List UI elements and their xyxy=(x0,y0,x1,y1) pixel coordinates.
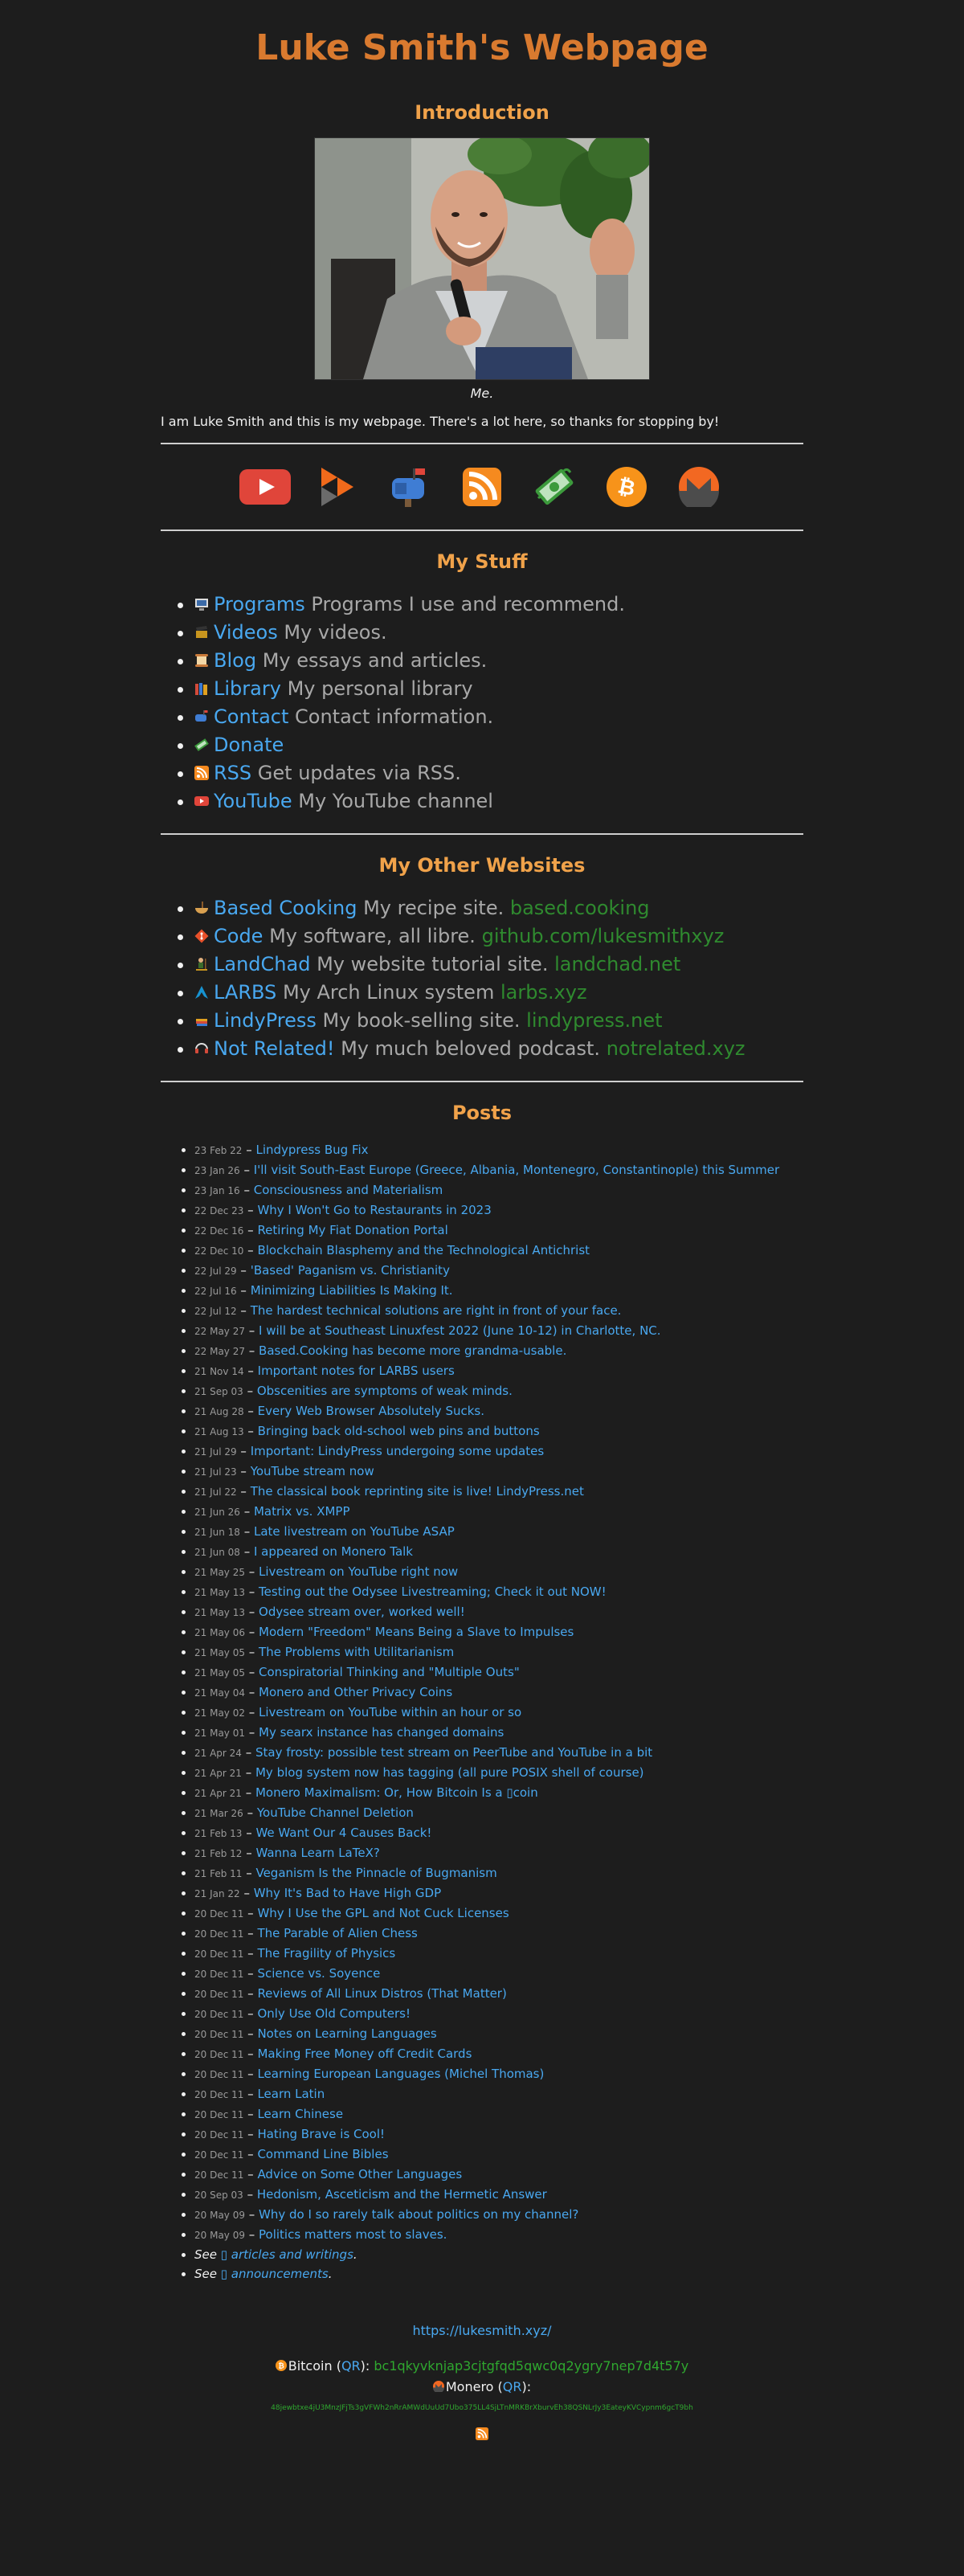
post-item: • 21 Aug 13 – Bringing back old-school web pins and buttons xyxy=(194,1421,803,1441)
podcast-icon xyxy=(194,1036,209,1050)
post-date: 22 Jul 29 xyxy=(194,1266,237,1277)
post-link[interactable]: The classical book reprinting site is live! LindyPress.net xyxy=(250,1484,584,1499)
post-link[interactable]: Making Free Money off Credit Cards xyxy=(257,2046,472,2061)
post-link[interactable]: Stay frosty: possible test stream on PeerTube and YouTube in a bit xyxy=(255,1745,653,1760)
post-link[interactable]: My blog system now has tagging (all pure POSIX shell of course) xyxy=(255,1765,644,1780)
post-date: 21 Apr 24 xyxy=(194,1748,242,1759)
post-item: • 20 Dec 11 – Why I Use the GPL and Not Cuck Licenses xyxy=(194,1903,803,1924)
clapper-icon xyxy=(194,619,209,634)
library-desc: My personal library xyxy=(287,677,473,700)
post-date: 20 Dec 11 xyxy=(194,2009,244,2020)
youtube-icon[interactable] xyxy=(239,461,291,513)
post-item: • 22 Dec 16 – Retiring My Fiat Donation Portal xyxy=(194,1221,803,1241)
post-item: • 21 Jun 26 – Matrix vs. XMPP xyxy=(194,1502,803,1522)
post-link[interactable]: Hedonism, Asceticism and the Hermetic Answer xyxy=(256,2187,547,2202)
other-websites-list xyxy=(161,894,803,1063)
arch-icon xyxy=(194,979,209,994)
post-date: 21 Jun 08 xyxy=(194,1547,240,1558)
post-date: 21 Jun 26 xyxy=(194,1507,240,1518)
post-item: • 20 Dec 11 – Command Line Bibles xyxy=(194,2145,803,2165)
post-link[interactable]: Conspiratorial Thinking and "Multiple Outs" xyxy=(259,1665,520,1679)
post-item: • 22 Dec 10 – Blockchain Blasphemy and the Technological Antichrist xyxy=(194,1241,803,1261)
see-announcements-item xyxy=(194,2264,803,2284)
post-item: • 21 May 06 – Modern "Freedom" Means Being a Slave to Impulses xyxy=(194,1622,803,1642)
not-related-url[interactable]: notrelated.xyz xyxy=(606,1037,745,1060)
list-item xyxy=(194,1035,803,1063)
rss-link[interactable]: RSS xyxy=(214,762,252,784)
rss-icon xyxy=(194,760,209,775)
post-item: • 20 Dec 11 – The Parable of Alien Chess xyxy=(194,1924,803,1944)
post-date: 20 Dec 11 xyxy=(194,2089,244,2100)
post-item: • 21 Jun 08 – I appeared on Monero Talk xyxy=(194,1542,803,1562)
donate-link[interactable]: Donate xyxy=(214,734,284,756)
post-item: • 21 May 05 – The Problems with Utilitarianism xyxy=(194,1642,803,1662)
post-date: 22 Dec 10 xyxy=(194,1245,244,1257)
post-link[interactable]: My searx instance has changed domains xyxy=(259,1725,504,1740)
rss-desc: Get updates via RSS. xyxy=(257,762,461,784)
post-link[interactable]: Monero and Other Privacy Coins xyxy=(259,1685,453,1699)
post-link[interactable]: Science vs. Soyence xyxy=(257,1966,381,1981)
site-url-link[interactable]: https://lukesmith.xyz/ xyxy=(412,2323,552,2338)
list-item xyxy=(194,894,803,922)
monero-qr-link[interactable]: QR xyxy=(502,2379,522,2394)
svg-text:₿: ₿ xyxy=(615,474,638,501)
post-item: • 20 Dec 11 – Making Free Money off Credit Cards xyxy=(194,2044,803,2064)
book-icon xyxy=(194,1008,209,1022)
programs-desc: Programs I use and recommend. xyxy=(311,593,625,615)
post-date: 21 Aug 28 xyxy=(194,1406,244,1417)
post-item: • 21 May 01 – My searx instance has changed domains xyxy=(194,1723,803,1743)
post-link[interactable]: Livestream on YouTube right now xyxy=(259,1564,459,1579)
post-date: 20 Dec 11 xyxy=(194,2049,244,2060)
post-date: 22 Jul 16 xyxy=(194,1286,237,1297)
post-link[interactable]: Important notes for LARBS users xyxy=(257,1364,455,1378)
see-announcements-link[interactable]: ▯ announcements xyxy=(220,2267,329,2281)
divider xyxy=(161,833,803,835)
post-link[interactable]: Command Line Bibles xyxy=(257,2147,389,2161)
page-container xyxy=(161,0,803,2446)
post-date: 21 Jul 23 xyxy=(194,1466,237,1478)
post-link[interactable]: Learn Chinese xyxy=(257,2107,344,2121)
post-link[interactable]: Monero Maximalism: Or, How Bitcoin Is a ▯coin xyxy=(255,1785,538,1800)
based-cooking-url[interactable]: based.cooking xyxy=(509,897,650,919)
mailbox-icon xyxy=(194,704,209,718)
cooking-icon xyxy=(194,895,209,910)
post-date: 22 Dec 16 xyxy=(194,1225,244,1237)
list-item xyxy=(194,731,803,759)
post-item: • 21 May 02 – Livestream on YouTube within an hour or so xyxy=(194,1703,803,1723)
post-item: • 20 Dec 11 – Hating Brave is Cool! xyxy=(194,2124,803,2145)
lindypress-url[interactable]: lindypress.net xyxy=(526,1009,663,1032)
code-link[interactable]: Code xyxy=(214,925,263,947)
post-date: 23 Jan 16 xyxy=(194,1185,240,1196)
post-link[interactable]: Learning European Languages (Michel Thomas) xyxy=(257,2067,545,2081)
post-date: 20 May 09 xyxy=(194,2210,245,2221)
post-item: • 23 Feb 22 – Lindypress Bug Fix xyxy=(194,1140,803,1160)
larbs-url[interactable]: larbs.xyz xyxy=(500,981,587,1004)
post-date: 21 May 05 xyxy=(194,1667,245,1678)
monero-icon[interactable] xyxy=(673,461,725,513)
post-item: • 21 Mar 26 – YouTube Channel Deletion xyxy=(194,1803,803,1823)
larbs-desc: My Arch Linux system xyxy=(282,981,495,1004)
rss-icon[interactable] xyxy=(456,461,508,513)
post-item: • 21 Feb 11 – Veganism Is the Pinnacle of Bugmanism xyxy=(194,1863,803,1883)
post-date: 23 Feb 22 xyxy=(194,1145,243,1156)
post-date: 21 May 25 xyxy=(194,1567,245,1578)
post-item: • 20 Dec 11 – Learn Chinese xyxy=(194,2104,803,2124)
portrait-caption: Me. xyxy=(470,386,494,401)
contact-desc: Contact information. xyxy=(295,705,494,728)
posts-list xyxy=(161,1140,803,2284)
post-item: • 21 May 13 – Odysee stream over, worked well! xyxy=(194,1602,803,1622)
post-item: • 21 May 25 – Livestream on YouTube right now xyxy=(194,1562,803,1582)
post-item: • 21 Aug 28 – Every Web Browser Absolutely Sucks. xyxy=(194,1401,803,1421)
post-date: 21 May 13 xyxy=(194,1607,245,1618)
post-date: 21 Jan 22 xyxy=(194,1888,240,1899)
introduction-heading: Introduction xyxy=(415,101,549,124)
post-date: 22 May 27 xyxy=(194,1346,245,1357)
landchad-url[interactable]: landchad.net xyxy=(554,953,681,975)
library-link[interactable]: Library xyxy=(214,677,281,700)
post-item: • 22 May 27 – Based.Cooking has become more grandma-usable. xyxy=(194,1341,803,1361)
post-link[interactable]: The hardest technical solutions are right in front of your face. xyxy=(250,1303,622,1318)
post-link[interactable]: I appeared on Monero Talk xyxy=(253,1544,413,1559)
footer xyxy=(161,2320,803,2446)
divider xyxy=(161,1081,803,1082)
post-date: 20 Dec 11 xyxy=(194,2109,244,2120)
post-date: 21 May 05 xyxy=(194,1647,245,1658)
post-date: 21 Nov 14 xyxy=(194,1366,244,1377)
divider xyxy=(161,530,803,531)
post-item: • 20 Dec 11 – Science vs. Soyence xyxy=(194,1964,803,1984)
programs-link[interactable]: Programs xyxy=(214,593,305,615)
post-date: 22 Dec 23 xyxy=(194,1205,244,1216)
list-item xyxy=(194,675,803,703)
post-link[interactable]: Why I Won't Go to Restaurants in 2023 xyxy=(257,1203,492,1217)
post-item: • 21 May 13 – Testing out the Odysee Livestreaming; Check it out NOW! xyxy=(194,1582,803,1602)
see-articles-suffix: . xyxy=(353,2247,357,2262)
bitcoin-line: ₿ Bitcoin (QR): bc1qkyvknjap3cjtgfqd5qwc0q2ygry7nep7d4t57y xyxy=(161,2356,803,2377)
post-link[interactable]: The Fragility of Physics xyxy=(257,1946,396,1961)
rss-icon[interactable] xyxy=(476,2426,488,2439)
post-link[interactable]: Blockchain Blasphemy and the Technological Antichrist xyxy=(257,1243,590,1257)
post-date: 21 Feb 12 xyxy=(194,1848,243,1859)
post-date: 21 Mar 26 xyxy=(194,1808,243,1819)
post-date: 20 Dec 11 xyxy=(194,1969,244,1980)
post-item: • 20 Dec 11 – The Fragility of Physics xyxy=(194,1944,803,1964)
post-date: 21 Feb 13 xyxy=(194,1828,243,1839)
code-url[interactable]: github.com/lukesmithxyz xyxy=(481,925,725,947)
list-item xyxy=(194,759,803,787)
videos-desc: My videos. xyxy=(284,621,387,644)
blog-desc: My essays and articles. xyxy=(262,649,488,672)
list-item xyxy=(194,951,803,979)
other-websites-heading: My Other Websites xyxy=(378,854,586,877)
post-link[interactable]: Modern "Freedom" Means Being a Slave to Impulses xyxy=(259,1625,574,1639)
post-date: 20 Dec 11 xyxy=(194,1928,244,1940)
post-item: • 22 Jul 12 – The hardest technical solutions are right in front of your face. xyxy=(194,1301,803,1321)
list-item xyxy=(194,979,803,1007)
post-link[interactable]: The Problems with Utilitarianism xyxy=(259,1645,455,1659)
computer-icon xyxy=(194,591,209,606)
post-date: 20 Dec 11 xyxy=(194,2169,244,2181)
post-link[interactable]: Obscenities are symptoms of weak minds. xyxy=(256,1384,513,1398)
post-link[interactable]: YouTube Channel Deletion xyxy=(256,1805,414,1820)
youtube-link[interactable]: YouTube xyxy=(214,790,292,812)
post-link[interactable]: Politics matters most to slaves. xyxy=(259,2227,447,2242)
post-item: • 20 Sep 03 – Hedonism, Asceticism and the Hermetic Answer xyxy=(194,2185,803,2205)
post-link[interactable]: Matrix vs. XMPP xyxy=(253,1504,350,1519)
post-date: 21 Apr 21 xyxy=(194,1788,242,1799)
based-cooking-link[interactable]: Based Cooking xyxy=(214,897,357,919)
based-cooking-desc: My recipe site. xyxy=(363,897,504,919)
monero-icon xyxy=(433,2378,444,2389)
see-announcements-suffix: . xyxy=(328,2267,333,2281)
post-link[interactable]: Odysee stream over, worked well! xyxy=(259,1605,465,1619)
monero-label: Monero xyxy=(445,2379,494,2394)
post-date: 21 May 01 xyxy=(194,1728,245,1739)
cash-icon[interactable] xyxy=(529,461,580,513)
svg-text:₿: ₿ xyxy=(278,2362,284,2371)
post-item: • 21 Feb 12 – Wanna Learn LaTeX? xyxy=(194,1843,803,1863)
post-item: • 20 Dec 11 – Advice on Some Other Languages xyxy=(194,2165,803,2185)
post-link[interactable]: Reviews of All Linux Distros (That Matter) xyxy=(257,1986,507,2001)
lindypress-desc: My book-selling site. xyxy=(322,1009,521,1032)
post-date: 21 Aug 13 xyxy=(194,1426,244,1437)
post-date: 20 Sep 03 xyxy=(194,2190,243,2201)
post-link[interactable]: The Parable of Alien Chess xyxy=(257,1926,418,1940)
post-link[interactable]: Notes on Learning Languages xyxy=(257,2026,437,2041)
not-related-link[interactable]: Not Related! xyxy=(214,1037,335,1060)
post-link[interactable]: Why do I so rarely talk about politics on my channel? xyxy=(259,2207,579,2222)
post-date: 20 Dec 11 xyxy=(194,1989,244,2000)
post-link[interactable]: Veganism Is the Pinnacle of Bugmanism xyxy=(255,1866,497,1880)
my-stuff-heading: My Stuff xyxy=(436,550,528,573)
post-item: • 23 Jan 26 – I'll visit South-East Europe (Greece, Albania, Montenegro, Constantinople) this Summer xyxy=(194,1160,803,1180)
post-item: • 20 May 09 – Politics matters most to slaves. xyxy=(194,2225,803,2245)
site-title: Luke Smith's Webpage xyxy=(255,27,709,68)
post-date: 21 May 13 xyxy=(194,1587,245,1598)
list-item xyxy=(194,922,803,951)
see-articles-item xyxy=(194,2245,803,2264)
post-link[interactable]: Hating Brave is Cool! xyxy=(257,2127,386,2141)
contact-link[interactable]: Contact xyxy=(214,705,289,728)
footer-rss-link[interactable] xyxy=(161,2425,803,2446)
post-date: 21 Sep 03 xyxy=(194,1386,243,1397)
post-date: 21 Jun 18 xyxy=(194,1527,240,1538)
post-link[interactable]: Only Use Old Computers! xyxy=(257,2006,411,2021)
post-date: 21 May 02 xyxy=(194,1707,245,1719)
list-item xyxy=(194,647,803,675)
post-item: • 22 Jul 29 – 'Based' Paganism vs. Christianity xyxy=(194,1261,803,1281)
post-item: • 20 Dec 11 – Only Use Old Computers! xyxy=(194,2004,803,2024)
list-item xyxy=(194,619,803,647)
post-link[interactable]: Every Web Browser Absolutely Sucks. xyxy=(257,1404,484,1418)
list-item xyxy=(194,1007,803,1035)
post-link[interactable]: Why I Use the GPL and Not Cuck Licenses xyxy=(257,1906,509,1920)
posts-heading: Posts xyxy=(451,1102,513,1124)
post-item: • 21 Feb 13 – We Want Our 4 Causes Back! xyxy=(194,1823,803,1843)
post-item: • 20 Dec 11 – Learn Latin xyxy=(194,2084,803,2104)
see-announcements-prefix: See xyxy=(194,2267,221,2281)
books-icon xyxy=(194,676,209,690)
peertube-icon[interactable] xyxy=(312,461,363,513)
post-date: 22 May 27 xyxy=(194,1326,245,1337)
post-link[interactable]: Learn Latin xyxy=(257,2087,325,2101)
portrait-image xyxy=(315,138,649,379)
post-date: 21 Feb 11 xyxy=(194,1868,243,1879)
post-link[interactable]: Based.Cooking has become more grandma-usable. xyxy=(259,1343,567,1358)
bitcoin-icon xyxy=(276,2357,287,2371)
post-item: • 21 Apr 21 – My blog system now has tagging (all pure POSIX shell of course) xyxy=(194,1763,803,1783)
mailbox-icon[interactable] xyxy=(384,461,435,513)
post-date: 20 Dec 11 xyxy=(194,2149,244,2161)
bitcoin-label: Bitcoin xyxy=(288,2358,333,2374)
post-item: • 23 Jan 16 – Consciousness and Materialism xyxy=(194,1180,803,1200)
post-link[interactable]: Retiring My Fiat Donation Portal xyxy=(257,1223,448,1237)
see-articles-prefix: See xyxy=(194,2247,221,2262)
post-date: 20 Dec 11 xyxy=(194,1948,244,1960)
scroll-icon xyxy=(194,648,209,662)
post-link[interactable]: Wanna Learn LaTeX? xyxy=(255,1846,380,1860)
post-date: 23 Jan 26 xyxy=(194,1165,240,1176)
post-date: 22 Jul 12 xyxy=(194,1306,237,1317)
bitcoin-address: bc1qkyvknjap3cjtgfqd5qwc0q2ygry7nep7d4t57y xyxy=(374,2358,689,2374)
youtube-icon xyxy=(194,788,209,803)
list-item xyxy=(194,591,803,619)
bitcoin-qr-link[interactable]: QR xyxy=(341,2358,361,2374)
youtube-desc: My YouTube channel xyxy=(298,790,493,812)
bitcoin-icon[interactable] xyxy=(601,461,652,513)
post-item: • 21 Jul 29 – Important: LindyPress undergoing some updates xyxy=(194,1441,803,1462)
post-item: • 22 Jul 16 – Minimizing Liabilities Is Making It. xyxy=(194,1281,803,1301)
post-item: • 22 May 27 – I will be at Southeast Linuxfest 2022 (June 10-12) in Charlotte, NC. xyxy=(194,1321,803,1341)
post-item: • 21 Jul 22 – The classical book reprinting site is live! LindyPress.net xyxy=(194,1482,803,1502)
social-icon-row xyxy=(161,444,803,530)
post-link[interactable]: Minimizing Liabilities Is Making It. xyxy=(250,1283,453,1298)
post-item: • 21 Jul 23 – YouTube stream now xyxy=(194,1462,803,1482)
post-link[interactable]: We Want Our 4 Causes Back! xyxy=(255,1826,432,1840)
post-item: • 21 Jan 22 – Why It's Bad to Have High GDP xyxy=(194,1883,803,1903)
post-link[interactable]: YouTube stream now xyxy=(250,1464,374,1478)
landchad-link[interactable]: LandChad xyxy=(214,953,311,975)
post-date: 21 Jul 29 xyxy=(194,1446,237,1458)
see-articles-link[interactable]: ▯ articles and writings xyxy=(220,2247,353,2262)
code-desc: My software, all libre. xyxy=(269,925,476,947)
post-link[interactable]: Advice on Some Other Languages xyxy=(257,2167,463,2181)
post-link[interactable]: Why It's Bad to Have High GDP xyxy=(253,1886,442,1900)
post-item: • 20 Dec 11 – Reviews of All Linux Distros (That Matter) xyxy=(194,1984,803,2004)
post-date: 21 May 04 xyxy=(194,1687,245,1699)
post-link[interactable]: Important: LindyPress undergoing some updates xyxy=(250,1444,545,1458)
post-date: 20 Dec 11 xyxy=(194,2029,244,2040)
post-item: • 20 Dec 11 – Notes on Learning Languages xyxy=(194,2024,803,2044)
list-item xyxy=(194,703,803,731)
list-item xyxy=(194,787,803,816)
my-stuff-list xyxy=(161,591,803,816)
post-link[interactable]: Bringing back old-school web pins and buttons xyxy=(257,1424,540,1438)
videos-link[interactable]: Videos xyxy=(214,621,278,644)
larbs-link[interactable]: LARBS xyxy=(214,981,277,1004)
post-date: 20 Dec 11 xyxy=(194,2129,244,2141)
post-item: • 20 Dec 11 – Learning European Languages (Michel Thomas) xyxy=(194,2064,803,2084)
git-icon xyxy=(194,923,209,938)
blog-link[interactable]: Blog xyxy=(214,649,257,672)
post-date: 20 May 09 xyxy=(194,2230,245,2241)
post-item: • 21 May 05 – Conspiratorial Thinking and "Multiple Outs" xyxy=(194,1662,803,1683)
post-date: 20 Dec 11 xyxy=(194,2069,244,2080)
intro-text: I am Luke Smith and this is my webpage. There's a lot here, so thanks for stopping by! xyxy=(161,414,720,429)
monero-line: Monero (QR): xyxy=(161,2377,803,2398)
post-link[interactable]: Testing out the Odysee Livestreaming; Check it out NOW! xyxy=(259,1584,607,1599)
money-icon xyxy=(194,732,209,746)
post-date: 20 Dec 11 xyxy=(194,1908,244,1920)
post-link[interactable]: Late livestream on YouTube ASAP xyxy=(253,1524,455,1539)
post-link[interactable]: 'Based' Paganism vs. Christianity xyxy=(250,1263,450,1278)
post-item: • 22 Dec 23 – Why I Won't Go to Restaurants in 2023 xyxy=(194,1200,803,1221)
post-link[interactable]: Consciousness and Materialism xyxy=(253,1183,443,1197)
post-date: 21 May 06 xyxy=(194,1627,245,1638)
landchad-icon xyxy=(194,951,209,966)
post-date: 21 Jul 22 xyxy=(194,1486,237,1498)
post-item: • 21 Sep 03 – Obscenities are symptoms of weak minds. xyxy=(194,1381,803,1401)
post-link[interactable]: Livestream on YouTube within an hour or so xyxy=(259,1705,522,1719)
not-related-desc: My much beloved podcast. xyxy=(341,1037,601,1060)
portrait-container xyxy=(161,138,803,382)
post-link[interactable]: I will be at Southeast Linuxfest 2022 (June 10-12) in Charlotte, NC. xyxy=(259,1323,661,1338)
post-item: • 21 Nov 14 – Important notes for LARBS users xyxy=(194,1361,803,1381)
post-item: • 21 Apr 24 – Stay frosty: possible test stream on PeerTube and YouTube in a bit xyxy=(194,1743,803,1763)
portrait-illustration xyxy=(315,138,649,379)
post-item: • 20 May 09 – Why do I so rarely talk about politics on my channel? xyxy=(194,2205,803,2225)
post-link[interactable]: I'll visit South-East Europe (Greece, Albania, Montenegro, Constantinople) this Summer xyxy=(253,1163,780,1177)
lindypress-link[interactable]: LindyPress xyxy=(214,1009,317,1032)
monero-address: 48jewbtxe4jU3MnzJFjTs3gVFWh2nRrAMWdUuUd7Ubo375LL4SjLTnMRKBrXburvEh38QSNLrJy3EateyKVCypnm6gcT9bh xyxy=(271,2404,693,2412)
post-date: 21 Apr 21 xyxy=(194,1768,242,1779)
landchad-desc: My website tutorial site. xyxy=(317,953,549,975)
post-item: • 21 Jun 18 – Late livestream on YouTube ASAP xyxy=(194,1522,803,1542)
post-link[interactable]: Lindypress Bug Fix xyxy=(255,1143,369,1157)
post-item: • 21 May 04 – Monero and Other Privacy Coins xyxy=(194,1683,803,1703)
post-item: • 21 Apr 21 – Monero Maximalism: Or, How Bitcoin Is a ▯coin xyxy=(194,1783,803,1803)
